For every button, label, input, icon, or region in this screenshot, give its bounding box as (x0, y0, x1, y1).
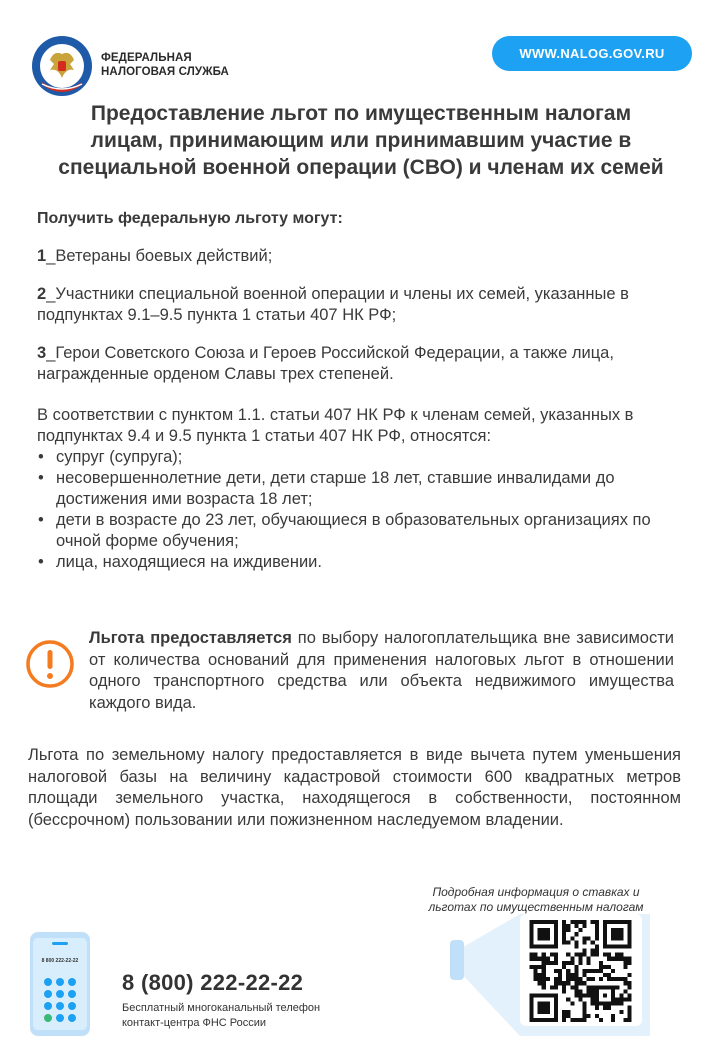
eligible-heading: Получить федеральную льготу могут: (37, 210, 343, 227)
eligible-item-number: 2 (37, 285, 47, 303)
eligible-item-text: _Ветераны боевых действий; (46, 247, 273, 265)
eligible-item-number: 3 (37, 344, 47, 362)
eligible-item (37, 284, 677, 326)
org-name-line1: ФЕДЕРАЛЬНАЯ (101, 52, 192, 64)
hotline-description (122, 1001, 320, 1031)
hotline-desc-line1: Бесплатный многоканальный телефон (122, 1002, 321, 1014)
org-name (101, 51, 229, 79)
phone-screen-number: 8 800 222-22-22 (41, 958, 79, 964)
qr-code-icon[interactable] (528, 920, 633, 1022)
title-line2: лицам, принимающим или принимавшим участие в (90, 129, 632, 152)
website-link-button[interactable]: WWW.NALOG.GOV.RU (492, 36, 692, 71)
eligible-item (37, 343, 677, 385)
exclamation-circle-icon (25, 639, 75, 689)
qr-caption-line1: Подробная информация о ставках и (432, 885, 640, 899)
eligible-item-text: _Герои Советского Союза и Героев Российской Федерации, а также лица, награжденные орденом Славы трех степеней. (37, 344, 614, 383)
family-list-item: • супруг (супруга); (37, 447, 677, 468)
qr-caption-line2: льготах по имущественным налогам (428, 900, 644, 914)
land-tax-paragraph: Льгота по земельному налогу предоставляется в виде вычета путем уменьшения налоговой базы на величину кадастровой стоимости 600 квадратных метров площади земельного участка, находящегося в собственности, постоянном (бессрочном) пользовании или пожизненном наследуемом владении. (28, 746, 681, 829)
family-list-item: • лица, находящиеся на иждивении. (37, 552, 677, 573)
title-line3: специальной военной операции (СВО) и членам их семей (58, 156, 664, 179)
eligible-item-text: _Участники специальной военной операции и члены их семей, указанные в подпунктах 9.1–9.5 пункта 1 статьи 407 НК РФ; (37, 285, 629, 324)
org-name-line2: НАЛОГОВАЯ СЛУЖБА (101, 66, 229, 78)
title-line1: Предоставление льгот по имущественным налогам (90, 102, 632, 125)
eligible-item (37, 246, 677, 267)
fns-emblem-icon (30, 34, 94, 98)
notice-bold: Льгота предоставляется (89, 629, 292, 647)
family-list-item: • дети в возрасте до 23 лет, обучающиеся в образовательных организациях по очной форме обучения; (37, 510, 677, 552)
phone-keypad-icon (30, 932, 90, 1036)
hotline-desc-line2: контакт-центра ФНС России (122, 1017, 267, 1029)
hotline-phone-number[interactable]: 8 (800) 222-22-22 (122, 970, 304, 995)
benefit-notice (89, 628, 674, 714)
family-list (37, 447, 677, 573)
page-title (20, 100, 702, 181)
main-content (37, 208, 677, 573)
family-intro: В соответствии с пунктом 1.1. статьи 407 НК РФ к членам семей, указанных в подпунктах 9.4 и 9.5 пункта 1 статьи 407 НК РФ, относятся: (37, 406, 634, 445)
family-list-item: • несовершеннолетние дети, дети старше 18 лет, ставшие инвалидами до достижения ими возраста 18 лет; (37, 468, 677, 510)
notice-text: по выбору налогоплательщика вне зависимости от количества оснований для применения налоговых льгот в отношении одного транспортного средства или объекта недвижимого имущества каждого вида. (89, 629, 674, 712)
eligible-item-number: 1 (37, 247, 47, 265)
